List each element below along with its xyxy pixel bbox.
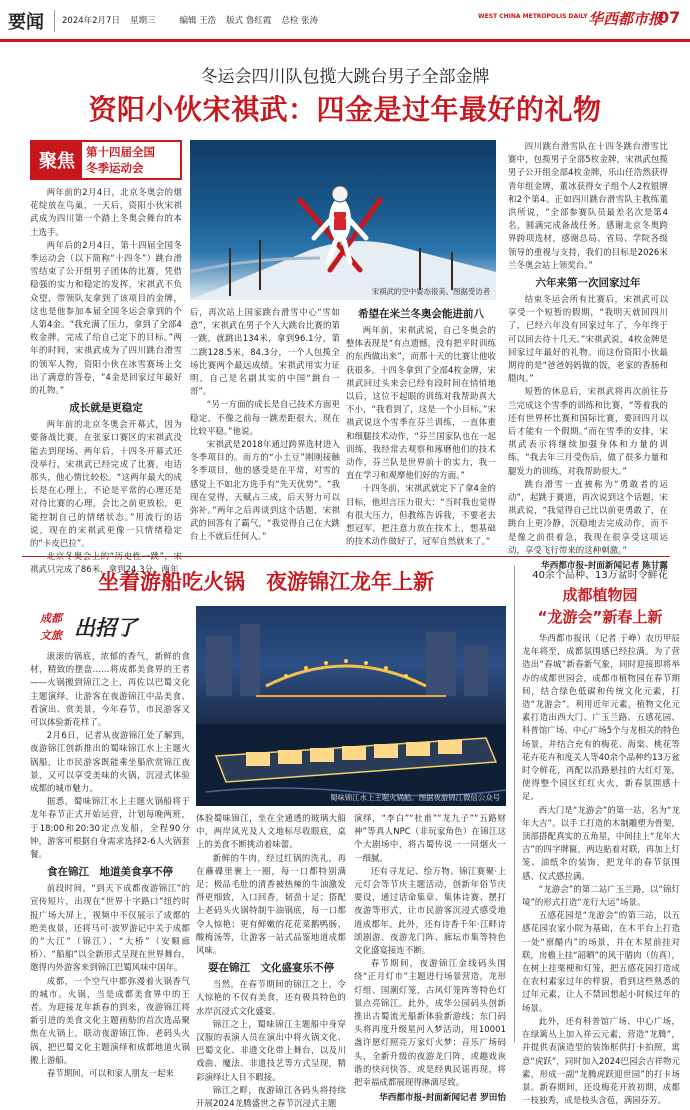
story2-col1-p3: 据悉，蜀味锦江水上主题火锅船将于龙年春节正式开始运营，计划每晚两班，于18:00和20:30定点发船，全程90分钟，游客可根据自身需求选择2-6人火锅套餐。: [30, 796, 190, 860]
newspaper-logo: 华西都市报: [588, 10, 664, 28]
story2-col2-p3: 当然，在春节期间的锦江之上，令人惊艳的不仅有美食，还有极具特色的水岸沉浸式文化盛宴。: [196, 979, 346, 1016]
story1-col2-p1: 后，再次站上国家跳台滑雪中心“雪如意”，宋祺武在男子个人大跳台比赛的第一跳，就跳出134米，拿到96.1分，第二跳128.5米，84.3分，一个人包揽全场比赛两个最远成绩。宋祺武用实力证明，自己是名副其实的中国“跳台一哥”。: [190, 307, 340, 397]
story2-col1-p2: 2月6日，记者从夜游锦江处了解到，夜游锦江创新推出的蜀味锦江水上主题火锅船，让市民游客既能乘坐船欣赏锦江夜景，又可以享受美味的火锅，沉浸式体验成都的城市魅力。: [30, 730, 190, 794]
story1-headline: 资阳小伙宋祺武：四金是过年最好的礼物: [88, 93, 602, 126]
story1-col4: [508, 140, 668, 572]
story2-photo-caption: 蜀味锦江水上主题火锅船。图据夜游锦江微信公众号: [330, 793, 500, 802]
story1-col3: [346, 306, 496, 550]
story3-p1: 华西都市报讯（记者 于峥）农历甲辰龙年将至，成都氛围感已经拉满。为了营造出“春城”新春新气象，同时迎接即将举办的成都世园会，成都市植物园在春节期间，结合绿色低碳和传统文化元素，打造“龙游会”。利用近年元素，植物文化元素打造出西大门、广玉兰路、五感花园、科普馆广场、中心广场5个与龙相关的特色场景，并结合充有的梅花、海棠、桃花等花卉花卉和度关人等40余个品种约13万盆时令鲜花，再配以沿路悬挂的大红灯笼，使得整个园区红红火火，新春氛围感十足。: [522, 633, 680, 802]
story1-col2-p2: “另一方面的成长是自己技术方面更稳定，不像之前每一跳差距很大，现在比较平稳。”他说。: [190, 399, 340, 436]
header-checker: 总检 张涛: [281, 16, 319, 26]
story2-signature: 华西都市报-封面新闻记者 罗田怡: [379, 1093, 506, 1104]
story2-col3: [354, 812, 506, 1104]
story2-col2-p5: 锦江之畔，夜游锦江各码头将持续开展2024龙腾盛世之春节沉浸式主题: [196, 1084, 346, 1109]
story2-photo: [196, 606, 506, 806]
story1-col2-p3: 宋祺武是2018年通过跨界选材进入冬季项目的。而方的“小土豆”刚刚接触冬季项目，他的感受是在平常，对雪的感觉上不如北方选手有“先天优势”。“我现在觉得，天赋占三成，后天努力可以弥补。”两年之后再谈到这个话题，宋祺武的回答有了霸气，“我觉得自己在大跳台上不就后任何人。”: [190, 439, 340, 542]
story3-p4: 五感花园是“龙游会”的第三站，以五感花园农家小院为基础，在木平台上打造一处“禀醋内”的场景，并在木屋前挂对联，房檐上挂“韶晒”的风干腊肉（仿真），在树上挂栗梗和灯笼，把五感花园打造成在农村素家过年的样貌，看到这些熟悉的过年元素，让人不禁回想起小时候过年的场景。: [522, 910, 680, 1013]
story1-signature: 华西都市报-封面新闻记者 陈甘露: [541, 561, 668, 572]
story2-subhead-1: 食在锦江 地道美食享不停: [47, 866, 173, 879]
story1-col1-p3: 祺武只完成了86米，拿到24.3分。两年: [30, 564, 179, 575]
story2-col1-p1: 滚滚的锅底，浓郁的香气，新鲜的食材，精致的摆盘……将成都美食界的王者——火锅搬到锦江之上，再佐以巴蜀文化主题演绎，让游客在夜游锦江中品美食、看演出、赏美景，今年春节，市民游客又可以体验新花样了。: [30, 651, 190, 728]
story3-p2: 西大门是“龙游会”的第一站，名为“龙年大吉”。以手工打造的木制雕塑为骨架，顶部搭配真实的五角星，中间挂上“龙年大吉”的四字牌匾，两边贴着对联，再加上灯笼、油纸伞的装饰，把龙年的春节氛围感、仪式感拉满。: [522, 804, 680, 881]
story1-col3-p1: 两年前，宋祺武说，自己冬奥会的整体表现是“有点遗憾，没有把平时训练的东西做出来”，而那十天的比赛让他收获很多。十四冬拿到了全部4枚金牌，宋祺武回过头来会已经有段时间在悄悄地以后，这位不起眼的训练对我帮助真大不小，“我看到了，这是一个小目标。”宋祺武说这个雪季在芬兰训练，一直体重和细腿技术动作，“芬兰国家队也在一起训练，我经常去观察和琢磨他们的技术动作，芬兰队是世界前十的实力，我一直在学习和观摩他们好的方面。”: [346, 325, 496, 481]
story2-col1-p4: 前段时间，“到天下成都夜游锦江”的宣传短片，出现在“世界十字路口”纽约时报广场大屏上，视频中不仅展示了成都的绝美夜景，还将马可·波罗游记中关于成都的“大江”（锦江）、“大桥”（安顺廊桥）、“船舶”以全新形式呈现在世界舞台，邀得内外游客来到锦江巴蜀风味中国年。: [30, 883, 190, 973]
story2-col2-p1: 体验蜀味锦江，坐在全通透的玻璃大船中，两岸风光及人文地标尽收眼底，桌上的美食不断挑动着味蕾。: [196, 813, 346, 850]
story1-col1: [30, 186, 182, 575]
badge2-bottom: 文旅: [40, 629, 62, 642]
ski-jumper-illustration: [190, 140, 496, 300]
story1-photo: [190, 140, 496, 300]
story1-badge: [30, 140, 182, 180]
story2-badge: [40, 610, 160, 646]
story2-col3-p1: 演绎，“李白”“杜甫”“龙九子”“五路财神”等真人NPC（非玩家角色）在锦江这个大剧场中，将古蜀传说一一同烟火一一细腻。: [354, 813, 506, 863]
story2-col3-p2: 还有寻龙记、绘万物、锦江赛聚·上元灯会等节庆主题活动，创新年俗节庆要设，通过话命集章、集体诗赛、摆打夜游等形式，让市民游客沉浸式感受地道成都年。此外，还有诗香千年·江畔诗颂剧游、夜游龙门阵、廊坛市集等特色文化盛宴接连不断。: [354, 865, 506, 956]
column-divider: [514, 566, 515, 1042]
story1-subhead-1: 成长就是更稳定: [69, 402, 143, 415]
section-separator: [22, 556, 670, 557]
header-designer: 版式 鲁红霞: [226, 16, 272, 26]
story1-photo-caption: 宋祺武的空中姿态很美。图据受访者: [371, 287, 490, 296]
page-number: 07: [658, 8, 681, 27]
page-header: [0, 0, 690, 42]
badge2-top: 成都: [40, 612, 62, 625]
story2-col2-p4: 锦江之上，蜀味锦江主题船中身穿汉服的表演人员在演出中将火锅文化、巴蜀文化、非遗文化带上舞台，以及川戏曲、魔法、非遗技艺等方式呈现，精彩演绎让人目不暇接。: [196, 1018, 346, 1082]
story2-subhead-2: 耍在锦江 文化盛宴乐不停: [208, 962, 334, 975]
story1-col3-p2: 十四冬前，宋祺武就定下了拿4金的目标，他坦言压力很大：“当时我也觉得有很大压力，但教练告诉我，不要老去想冠军，把注意力放在技术上，想基础的技术动作做好了，冠军自然就来了。”: [346, 483, 496, 547]
hotpot-boat-illustration: [196, 606, 506, 806]
story1-col4-p1: 四川跳台滑雪队在十四冬跳台滑雪比赛中，包揽男子全部5枚金牌，宋祺武包揽男子公开组全部4枚金牌，乐山任浩然获得青年组金牌，董冰获得女子组个人2枚银牌和2个第4。正如四川跳台滑雪队主教练董洪所说，“全部参赛队员最差名次是第4名，圆满完成备战任务。感谢北京冬奥跨界跨项选材，感谢总局、省局、学院各级领导的重视与支持，我们的目标是2026米兰冬奥会站上领奖台。”: [508, 141, 668, 270]
story2-col1-p5: 成都，一个空气中都弥漫着火锅香气的城市。火锅，当是成都美食界中的王者。为迎接龙年新春的到来，夜游锦江将新引进的美食文化主题画舫的首次选品聚焦在火锅上，联动夜游锦江饰、老码头火锅，把巴蜀文化主题演绎和成都地道火锅搬上游船。: [30, 975, 190, 1065]
story2-col2-p2: 新鲜的牛肉，经过红锅的洗礼，再在蘸碟里裹上一圈，每一口都特别满足；极品毛肚的清香被热辣的牛油激发得更细致，入口回香，韧劲十足；搭配上老码头火锅特制牛油锅底，每一口都令人惊艳；更有鲜嫩的花花菜鹅鸭肠、酸梅汤等，让游客一站式品鉴地道成都风味。: [196, 852, 346, 956]
story1-col4-p3: 短暂的休息后，宋祺武将再次前往芬兰完成这个雪季的训练和比赛，“等着我的还有世界杯比赛和国际比赛，要回四月以后才能有一个假期。”而在雪季的安排，宋祺武表示将继续加强身体和力量的训练，“我去年三月受伤后，做了很多力量和腿发力的训练，对我帮助很大。”: [508, 386, 668, 476]
section-name: 要闻: [8, 12, 44, 33]
header-meta: [62, 14, 442, 30]
badge2-text: 出招了: [74, 616, 137, 640]
badge-line2: 冬季运动会: [86, 161, 144, 175]
story3-headline-1: 成都植物园: [562, 586, 638, 604]
section-tag: [8, 6, 48, 36]
story1-col4-p2: 结束冬运会所有比赛后，宋祺武可以享受一个短暂的假期，“我明天就回四川了，已经六年没有回家过年了，今年终于可以回去待十几天。”宋祺武说，4枚金牌是回家过年最好的礼物。而这份资阳小伙最期待的是“爸爸妈妈做的饭，老家的香肠和腊肉。”: [508, 294, 668, 384]
header-date: 2024年2月7日: [62, 16, 120, 26]
story3-body: [522, 632, 680, 1106]
story1-col1-p1: 两年后的2月4日，第十四届全国冬季运动会（以下简称“十四冬”）跳台滑雪结束了公开组男子团体的比赛，凭借稳强的实力和稳定的发挥，宋祺武不负众望，带领队友拿到了该项目的金牌，这也是他参加本届全国冬运会拿到的个人第4金。“我充满了压力，拿到了全部4枚金牌，完成了给自己定下的目标。”两年的时间，宋祺武成为了四川跳台滑雪的领军人物，资阳小伙在冰雪赛场上交出了满意的答卷，“4金是回家过年最好的礼物。”: [30, 239, 182, 396]
story3-kicker: 40余个品种、13万盆时令鲜花: [532, 570, 668, 581]
story1-col4-p4: 跳台滑雪一直被称为“勇敢者的运动”，起跳于赛道，再次说到这个话题，宋祺武说，“我觉得自己比以前更勇敢了，在跳台上更冷静，沉稳地去完成动作，而不是像之前很着急，我现在很享受这项运动，享受飞行带来的这种刺激。”: [508, 478, 668, 555]
story1-kicker: 冬运会四川队包揽大跳台男子全部金牌: [200, 67, 490, 87]
story3-headline-2: “龙游会”新春上新: [537, 608, 663, 626]
story3-p3: “龙游会”的第二站广玉兰路，以“锦灯境”的形式打造“龙行大运”场景。: [522, 883, 680, 908]
header-divider: [54, 10, 55, 32]
badge-main: 聚焦: [32, 142, 82, 178]
header-weekday: 星期三: [129, 16, 156, 26]
story1-subhead-2: 希望在米兰冬奥会能进前八: [358, 308, 484, 320]
story1-lead: 两年前的2月4日，北京冬奥会的烟花绽放在鸟巢，一天后，资阳小伙宋祺武成为四川第一个踏上冬奥会舞台的本土选手。: [30, 187, 182, 237]
badge-line1: 第十四届全国: [86, 145, 155, 159]
story2-col3-p3: 春节期间，夜游锦江金线码头围绕“正月灯市”主题进行场景营造，龙形灯组、国潮灯笼，古风灯笼阵等特色灯景点亮锦江。此外，成华公园码头创新推出古蜀流光船新体验新游线；东门码头将再度升级星河入梦活动，用10001盏许愿灯照亮万家灯火梦；音乐广场码头，全新升级的夜游龙门阵，或趣戏诙谐的快问快答，或是经典民谣再现，将把幸福成都展现得淋漓尽致。: [354, 958, 506, 1088]
story1-col2: [190, 306, 340, 550]
header-editor: 编辑 王浩: [179, 16, 217, 26]
story2-col1-p6: 春节期间，可以和家人朋友一起来: [46, 1068, 174, 1079]
story1-subhead-3: 六年来第一次回家过年: [535, 277, 641, 290]
story2-col2: [196, 812, 346, 1109]
story2-headline: 坐着游船吃火锅 夜游锦江龙年上新: [98, 570, 434, 594]
header-english: WEST CHINA METROPOLIS DAILY: [478, 13, 588, 20]
story3-p5: 此外，还有科普馆广场、中心广场，在绿篱丛上加入祥云元素，营造“龙腾”，并提供表演造型的装饰框供打卡拍照，寓意“虎跃”，同时加入2024巴园会吉祥物元素，形成一副“龙腾虎跃迎世园”的打卡场景。新春期间，还设梅花开放初期，成都一枝独秀，成是枝头含苞，满园芬芳。: [522, 1015, 680, 1106]
story1-col1-p2: 两年前的北京冬奥会开幕式，因为要备战比赛，在张家口赛区的宋祺武没能去到现场。两年后，十四冬开幕式还没举行，宋祺武已经完成了比赛，电话那头，他心情比较松。“这两年最大的成长是在心理上，不论是平常的心理还是对待比赛的心理，会比之前更放松，更能控制自己的情绪状态。”用流行的话说，现在的宋祺武更像一只情绪稳定的“卡皮巴拉”。: [30, 419, 182, 549]
story2-col1: [30, 650, 190, 1079]
